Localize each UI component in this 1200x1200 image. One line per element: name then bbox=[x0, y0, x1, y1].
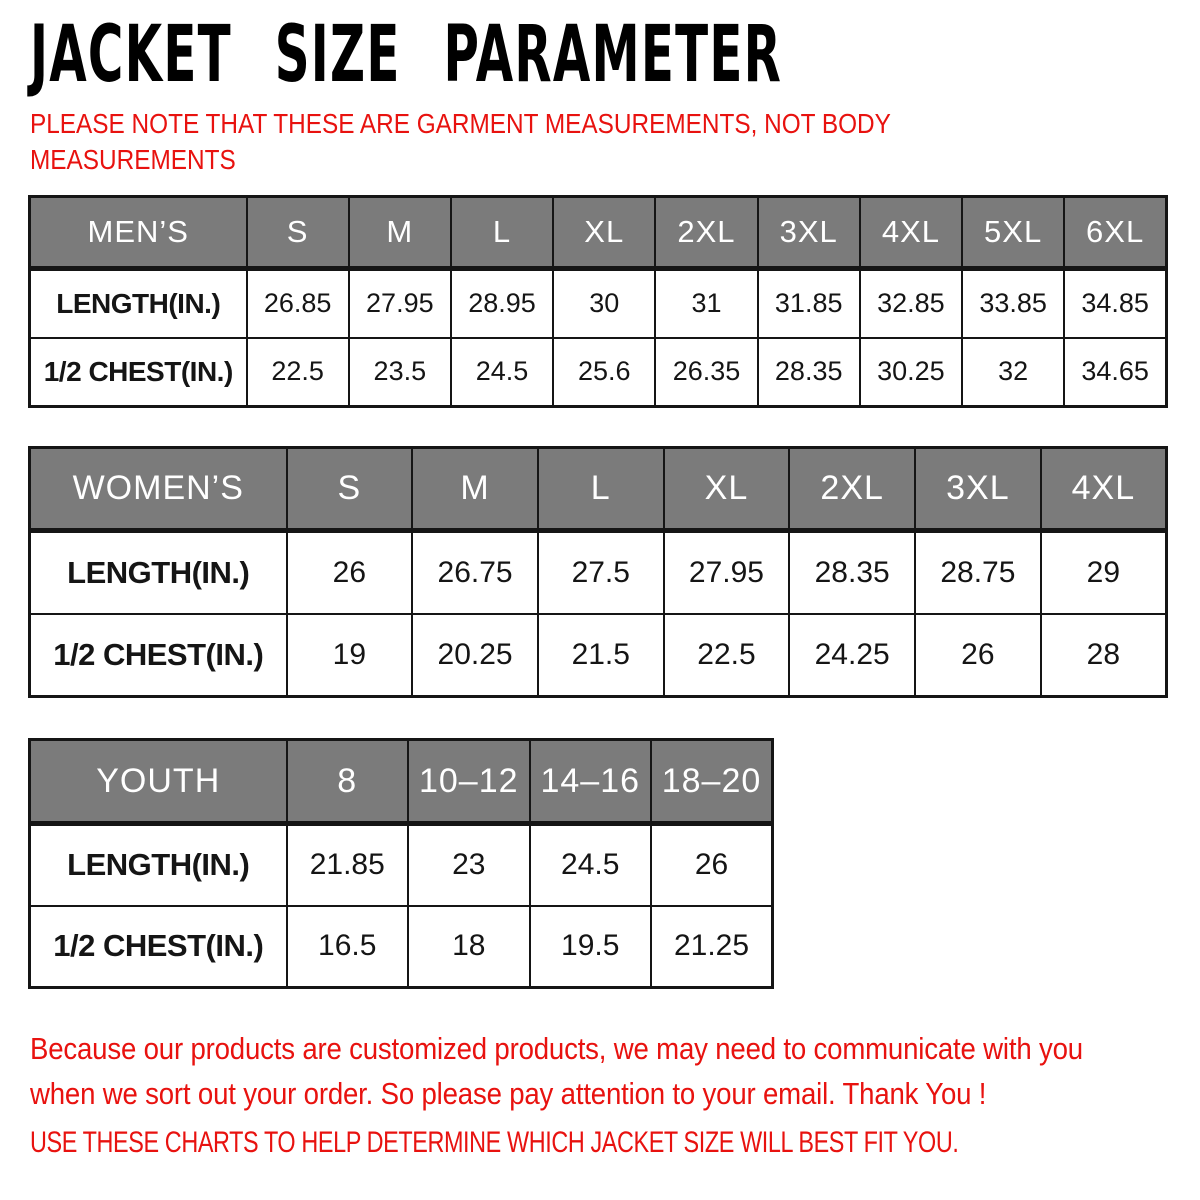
womens-category-header: WOMEN’S bbox=[30, 448, 287, 531]
value-cell: 16.5 bbox=[287, 906, 409, 988]
value-cell: 32.85 bbox=[860, 269, 962, 338]
value-cell: 26.75 bbox=[412, 531, 538, 614]
mens-category-header: MEN’S bbox=[30, 197, 247, 269]
value-cell: 31 bbox=[655, 269, 757, 338]
womens-size-table bbox=[28, 446, 1168, 698]
value-cell: 22.5 bbox=[247, 338, 349, 407]
mens-size-header-9: 6XL bbox=[1064, 197, 1166, 269]
value-cell: 33.85 bbox=[962, 269, 1064, 338]
womens-size-header-2: M bbox=[412, 448, 538, 531]
mens-size-header-3: L bbox=[451, 197, 553, 269]
value-cell: 20.25 bbox=[412, 614, 538, 697]
row-label-cell: 1/2 CHEST(IN.) bbox=[30, 338, 247, 407]
chart-usage-hint: USE THESE CHARTS TO HELP DETERMINE WHICH JACKET SIZE WILL BEST FIT YOU. bbox=[30, 1126, 959, 1159]
youth-size-header-3: 14–16 bbox=[530, 740, 652, 824]
womens-size-header-3: L bbox=[538, 448, 664, 531]
value-cell: 28.35 bbox=[758, 338, 860, 407]
value-cell: 21.5 bbox=[538, 614, 664, 697]
mens-size-header-1: S bbox=[247, 197, 349, 269]
youth-size-header-2: 10–12 bbox=[408, 740, 530, 824]
mens-size-header-6: 3XL bbox=[758, 197, 860, 269]
value-cell: 21.85 bbox=[287, 824, 409, 906]
mens-data-row-0 bbox=[30, 269, 1167, 338]
mens-size-header-8: 5XL bbox=[962, 197, 1064, 269]
mens-header-row bbox=[30, 197, 1167, 269]
youth-header-row bbox=[30, 740, 773, 824]
value-cell: 25.6 bbox=[553, 338, 655, 407]
value-cell: 26 bbox=[651, 824, 773, 906]
womens-size-header-4: XL bbox=[664, 448, 790, 531]
row-label-cell: LENGTH(IN.) bbox=[30, 269, 247, 338]
youth-size-header-1: 8 bbox=[287, 740, 409, 824]
womens-data-row-1 bbox=[30, 614, 1167, 697]
value-cell: 21.25 bbox=[651, 906, 773, 988]
value-cell: 30 bbox=[553, 269, 655, 338]
value-cell: 27.95 bbox=[664, 531, 790, 614]
value-cell: 26.85 bbox=[247, 269, 349, 338]
page-title: JACKET SIZE PARAMETER bbox=[30, 10, 783, 100]
womens-size-header-1: S bbox=[287, 448, 413, 531]
youth-data-row-0 bbox=[30, 824, 773, 906]
value-cell: 22.5 bbox=[664, 614, 790, 697]
notice-line-2: when we sort out your order. So please pay attention to your email. Thank You ! bbox=[30, 1076, 987, 1111]
youth-size-table bbox=[28, 738, 774, 989]
value-cell: 30.25 bbox=[860, 338, 962, 407]
youth-data-row-1 bbox=[30, 906, 773, 988]
mens-size-header-4: XL bbox=[553, 197, 655, 269]
womens-header-row bbox=[30, 448, 1167, 531]
note-line-2: MEASUREMENTS bbox=[30, 144, 236, 175]
value-cell: 23.5 bbox=[349, 338, 451, 407]
value-cell: 26 bbox=[915, 614, 1041, 697]
value-cell: 27.95 bbox=[349, 269, 451, 338]
row-label-cell: 1/2 CHEST(IN.) bbox=[30, 906, 287, 988]
value-cell: 24.25 bbox=[789, 614, 915, 697]
womens-size-header-5: 2XL bbox=[789, 448, 915, 531]
value-cell: 34.85 bbox=[1064, 269, 1166, 338]
youth-size-header-4: 18–20 bbox=[651, 740, 773, 824]
row-label-cell: 1/2 CHEST(IN.) bbox=[30, 614, 287, 697]
womens-data-row-0 bbox=[30, 531, 1167, 614]
value-cell: 26 bbox=[287, 531, 413, 614]
garment-measurement-note bbox=[30, 106, 891, 178]
value-cell: 28 bbox=[1041, 614, 1167, 697]
value-cell: 19.5 bbox=[530, 906, 652, 988]
value-cell: 24.5 bbox=[451, 338, 553, 407]
row-label-cell: LENGTH(IN.) bbox=[30, 824, 287, 906]
value-cell: 26.35 bbox=[655, 338, 757, 407]
mens-size-header-2: M bbox=[349, 197, 451, 269]
value-cell: 34.65 bbox=[1064, 338, 1166, 407]
value-cell: 27.5 bbox=[538, 531, 664, 614]
mens-size-header-5: 2XL bbox=[655, 197, 757, 269]
youth-category-header: YOUTH bbox=[30, 740, 287, 824]
value-cell: 31.85 bbox=[758, 269, 860, 338]
value-cell: 29 bbox=[1041, 531, 1167, 614]
value-cell: 23 bbox=[408, 824, 530, 906]
womens-size-header-6: 3XL bbox=[915, 448, 1041, 531]
value-cell: 28.35 bbox=[789, 531, 915, 614]
value-cell: 28.95 bbox=[451, 269, 553, 338]
value-cell: 24.5 bbox=[530, 824, 652, 906]
mens-size-header-7: 4XL bbox=[860, 197, 962, 269]
row-label-cell: LENGTH(IN.) bbox=[30, 531, 287, 614]
value-cell: 19 bbox=[287, 614, 413, 697]
mens-size-table bbox=[28, 195, 1168, 408]
value-cell: 18 bbox=[408, 906, 530, 988]
customization-notice bbox=[30, 1026, 1083, 1116]
womens-size-header-7: 4XL bbox=[1041, 448, 1167, 531]
value-cell: 28.75 bbox=[915, 531, 1041, 614]
notice-line-1: Because our products are customized products, we may need to communicate with you bbox=[30, 1031, 1083, 1066]
value-cell: 32 bbox=[962, 338, 1064, 407]
mens-data-row-1 bbox=[30, 338, 1167, 407]
note-line-1: PLEASE NOTE THAT THESE ARE GARMENT MEASUREMENTS, NOT BODY bbox=[30, 108, 891, 139]
